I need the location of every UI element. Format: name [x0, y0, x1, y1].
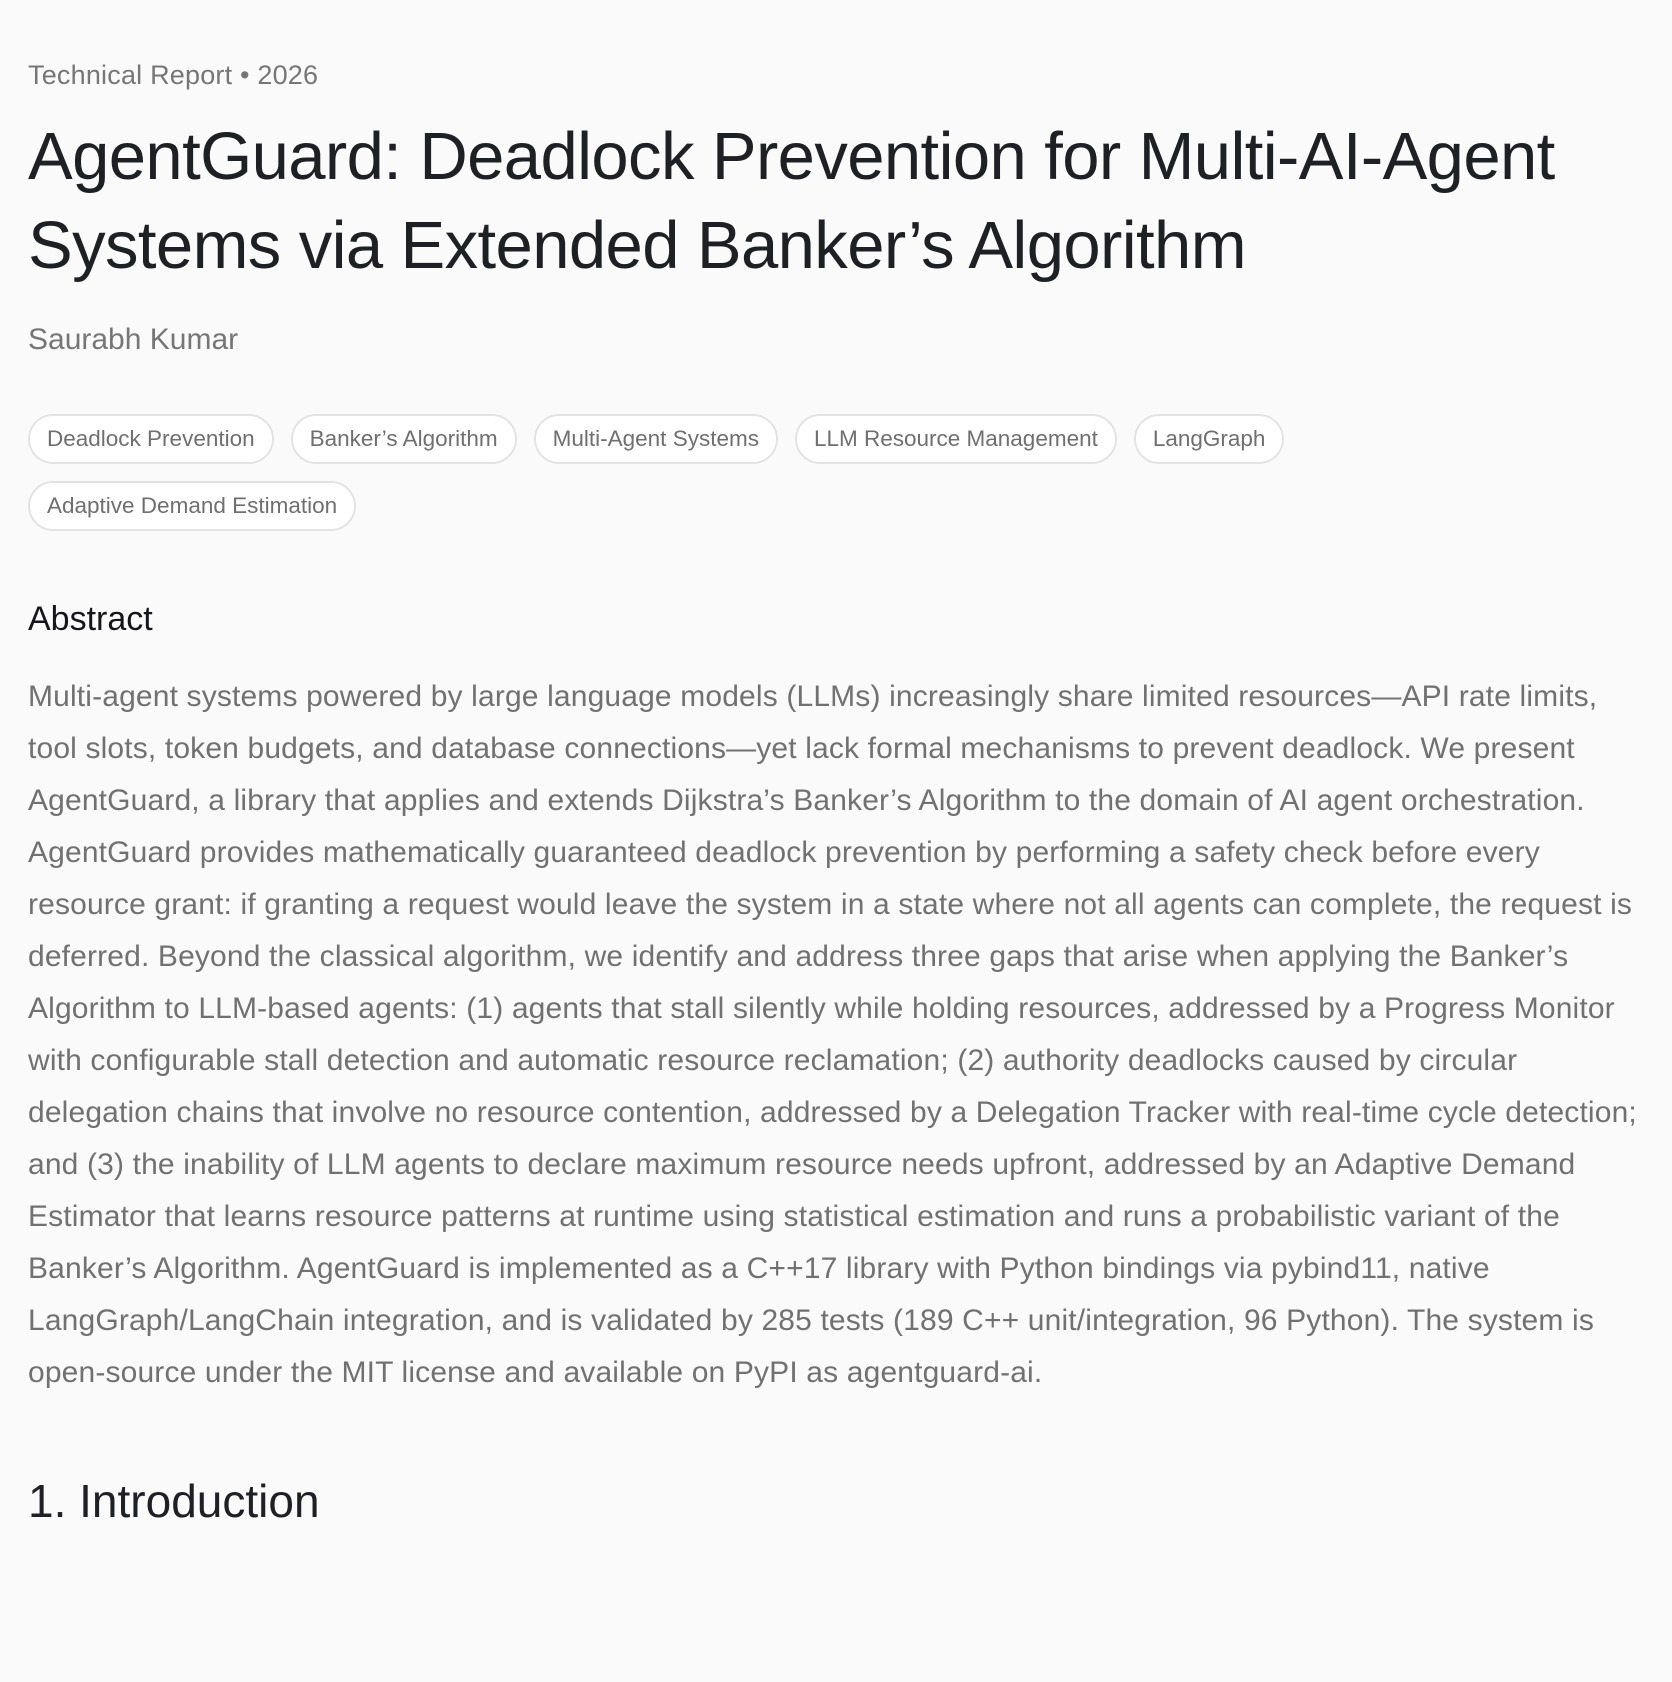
tag-bankers-algorithm[interactable]: Banker’s Algorithm [291, 414, 517, 464]
tag-adaptive-demand-estimation[interactable]: Adaptive Demand Estimation [28, 481, 356, 531]
report-meta: Technical Report • 2026 [28, 60, 319, 90]
tag-langgraph[interactable]: LangGraph [1134, 414, 1285, 464]
section-heading-introduction: 1. Introduction [28, 1475, 320, 1527]
paper-title: AgentGuard: Deadlock Prevention for Multi-AI-Agent Systems via Extended Banker’s Algorithm [28, 119, 1555, 283]
tag-llm-resource-management[interactable]: LLM Resource Management [795, 414, 1117, 464]
keyword-tags [28, 414, 1448, 531]
tag-deadlock-prevention[interactable]: Deadlock Prevention [28, 414, 274, 464]
abstract-heading: Abstract [28, 600, 153, 638]
abstract-body: Multi-agent systems powered by large language models (LLMs) increasingly share limited resources—API rate limits, tool slots, token budgets, and database connections—yet lack formal mechanisms to prevent deadlock. We present AgentGuard, a library that applies and extends Dijkstra’s Banker’s Algorithm to the domain of AI agent orchestration. AgentGuard provides mathematically guaranteed deadlock prevention by performing a safety check before every resource grant: if granting a request would leave the system in a state where not all agents can complete, the request is deferred. Beyond the classical algorithm, we identify and address three gaps that arise when applying the Banker’s Algorithm to LLM-based agents: (1) agents that stall silently while holding resources, addressed by a Progress Monitor with configurable stall detection and automatic resource reclamation; (2) authority deadlocks caused by circular delegation chains that involve no resource contention, addressed by a Delegation Tracker with real-time cycle detection; and (3) the inability of LLM agents to declare maximum resource needs upfront, addressed by an Adaptive Demand Estimator that learns resource patterns at runtime using statistical estimation and runs a probabilistic variant of the Banker’s Algorithm. AgentGuard is implemented as a C++17 library with Python bindings via pybind11, native LangGraph/LangChain integration, and is validated by 285 tests (189 C++ unit/integration, 96 Python). The system is open-source under the MIT license and available on PyPI as agentguard-ai. [28, 680, 1637, 1389]
tag-multi-agent-systems[interactable]: Multi-Agent Systems [534, 414, 778, 464]
author-name: Saurabh Kumar [28, 323, 239, 356]
